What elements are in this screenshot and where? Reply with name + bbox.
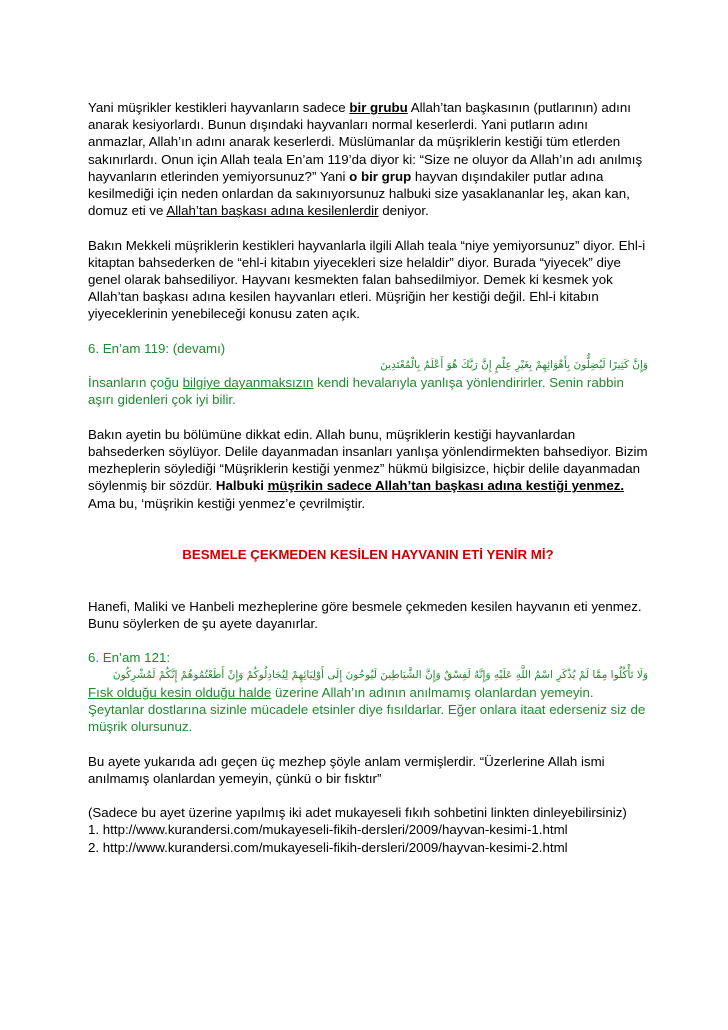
emphasis-o-bir-grup: o bir grup <box>349 168 412 184</box>
document-page <box>88 99 648 856</box>
section-heading: BESMELE ÇEKMEDEN KESİLEN HAYVANIN ETİ YENİR Mİ? <box>182 547 554 563</box>
paragraph-links-intro: (Sadece bu ayet üzerine yapılmış iki adet mukayeseli fıkıh sohbetini linkten dinleyebilirsiniz) <box>88 805 627 821</box>
paragraph-mekkeli: Bakın Mekkeli müşriklerin kestikleri hayvanlarla ilgili Allah teala “niye yemiyorsunuz” diyor. Ehl-i kitaptan bahsederken de “ehl-i kitabın yiyecekleri size helaldir” diyor. Burada “yiyecek” diye genel olarak bahsediliyor. Hayvanı kesmekten falan bahsedilmiyor. Demek ki kesmek yok Allah’tan başkası adına kesilen hayvanları etleri. Müşriğin her kestiği değil. Ehl-i kitabın yiyeceklerinin yenebileceği konusu zaten açık. <box>88 237 646 322</box>
emphasis-musrikin-sadece: müşrikin sadece Allah’tan başkası adına kestiği yenmez. <box>267 478 625 494</box>
verse-119-ref: 6. En’am 119: (devamı) <box>88 340 226 356</box>
link-1[interactable]: 1. http://www.kurandersi.com/mukayeseli-fikih-dersleri/2009/hayvan-kesimi-1.html <box>88 822 568 838</box>
paragraph-putlar: Yani müşrikler kestikleri hayvanların sadece bir grubu Allah’tan başkasının (putlarının) adını anarak kesiyorlardı. Bunun dışındaki hayvanları normal keserlerdi. Yani putların adını anmazlar, Allah’ın adını anarak keserlerdi. Müslümanlar da müşriklerin kestiği tüm etlerden sakınırlardı. Onun için Allah teala En’am 119’da diyor ki: “Size ne oluyor da Allah’ın adı anılmış hayvanların etlerinden yemiyorsunuz?” Yani o bir grup hayvan dışındakiler putlar adına kesilmediği için neden onlardan da sakınıyorsunuz halbuki size yasaklananlar leş, akan kan, domuz eti ve Allah’tan başkası adına kesilenlerdir deniyor. <box>88 100 643 219</box>
verse-121-translation: Fısk olduğu kesin olduğu halde üzerine Allah’ın adının anılmamış olanlardan yemeyin. Şeytanlar dostlarına sizinle mücadele etsinler diye fısıldarlar. Eğer onlara itaat ederseniz siz de müşrik olursunuz. <box>88 684 646 735</box>
emphasis-bir-grubu: bir grubu <box>349 100 408 115</box>
paragraph-mezhep-anlam: Bu ayete yukarıda adı geçen üç mezhep şöyle anlam vermişlerdir. “Üzerlerine Allah ismi anılmamış olanlardan yemeyin, çünkü o bir fısktır” <box>88 753 605 786</box>
emphasis-bilgiye: bilgiye dayanmaksızın <box>182 375 314 391</box>
verse-119-arabic: وَإِنَّ كَثِيرًا لَيُضِلُّونَ بِأَهْوَائِهِمْ بِغَيْرِ عِلْمٍ إِنَّ رَبَّكَ هُوَ أَعْلَمُ بِالْمُعْتَدِينَ <box>380 359 648 372</box>
paragraph-ayet-bolumu: Bakın ayetin bu bölümüne dikkat edin. Allah bunu, müşriklerin kestiği hayvanlardan bahsederken söylüyor. Delile dayanmadan insanları yanlışa yönlendirmekten bahsediyor. Bizim mezheplerin söylediği “Müşriklerin kestiği yenmez” hükmü bilgisizce, hiçbir delile dayanmadan söylenmiş bir sözdür. Halbuki müşrikin sadece Allah’tan başkası adına kestiği yenmez. Ama bu, ‘müşrikin kestiği yenmez’e çevrilmiştir. <box>88 426 648 511</box>
emphasis-allahtan-baskasi: Allah’tan başkası adına kesilenlerdir <box>166 203 379 219</box>
emphasis-fisk: Fısk olduğu kesin olduğu halde <box>88 684 272 700</box>
paragraph-hanefi: Hanefi, Maliki ve Hanbeli mezheplerine göre besmele çekmeden kesilen hayvanın eti yenmez. Bunu söylerken de şu ayete dayanırlar. <box>88 598 642 631</box>
verse-121-arabic: وَلَا تَأْكُلُوا مِمَّا لَمْ يُذْكَرِ اسْمُ اللَّهِ عَلَيْهِ وَإِنَّهُ لَفِسْقٌ وَإِنَّ الشَّيَاطِينَ لَيُوحُونَ إِلَى أَوْلِيَائِهِمْ لِيُجَادِلُوكُمْ وَإِنْ أَطَعْتُمُوهُمْ إِنَّكُمْ لَمُشْرِكُونَ <box>112 668 648 681</box>
verse-119-translation: İnsanların çoğu bilgiye dayanmaksızın kendi hevalarıyla yanlışa yönlendirirler. Senin rabbin aşırı gidenleri çok iyi bilir. <box>88 375 624 408</box>
verse-121-ref: 6. En’am 121: <box>88 650 171 666</box>
link-2[interactable]: 2. http://www.kurandersi.com/mukayeseli-fikih-dersleri/2009/hayvan-kesimi-2.html <box>88 839 568 855</box>
